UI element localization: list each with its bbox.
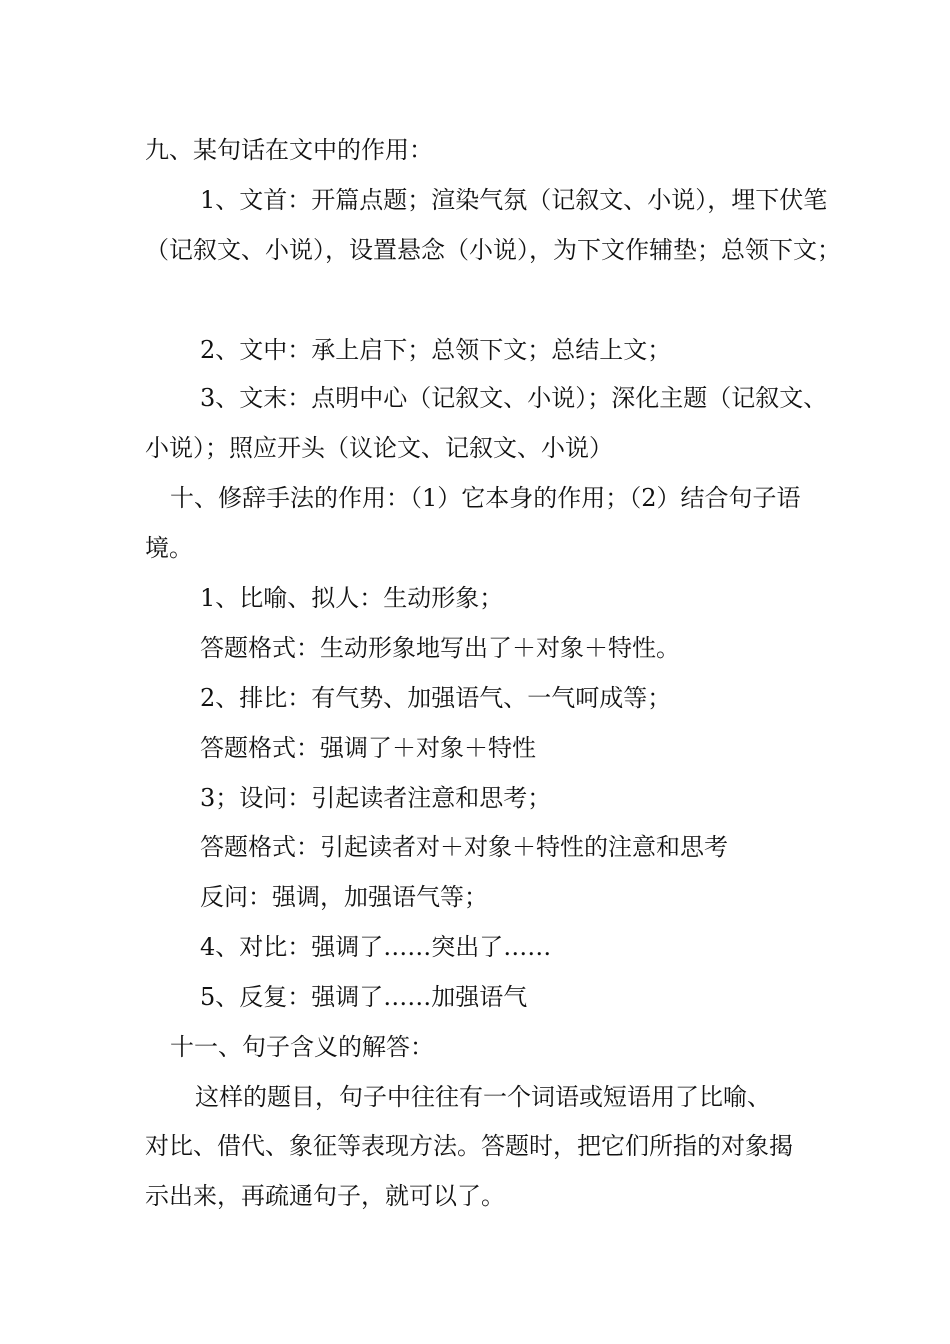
paragraph-line: 反问：强调，加强语气等； (200, 883, 488, 911)
paragraph-line: 4、对比：强调了……突出了…… (200, 933, 552, 961)
paragraph-line: 3、文末：点明中心（记叙文、小说）；深化主题（记叙文、 (200, 384, 828, 412)
section-heading-11: 十一、句子含义的解答： (170, 1033, 434, 1061)
paragraph-line: 5、反复：强调了……加强语气 (200, 983, 528, 1011)
paragraph-line: 答题格式：强调了＋对象＋特性 (200, 734, 536, 762)
paragraph-line: 2、文中：承上启下；总领下文；总结上文； (200, 336, 672, 364)
paragraph-line: 3；设问：引起读者注意和思考； (200, 784, 552, 812)
paragraph-line: 1、文首：开篇点题；渲染气氛（记叙文、小说），埋下伏笔 (200, 186, 828, 214)
section-heading-9: 九、某句话在文中的作用： (145, 136, 433, 164)
paragraph-line: 答题格式：引起读者对＋对象＋特性的注意和思考 (200, 833, 728, 861)
paragraph-line: 2、排比：有气势、加强语气、一气呵成等； (200, 684, 672, 712)
section-heading-10: 十、修辞手法的作用：（1）它本身的作用；（2）结合句子语 (170, 484, 801, 512)
paragraph-line: 对比、借代、象征等表现方法。答题时，把它们所指的对象揭 (145, 1132, 793, 1160)
paragraph-line: 境。 (145, 534, 193, 562)
paragraph-line: （记叙文、小说），设置悬念（小说），为下文作辅垫；总领下文； (145, 236, 841, 264)
paragraph-line: 答题格式：生动形象地写出了＋对象＋特性。 (200, 634, 680, 662)
paragraph-line: 小说）；照应开头（议论文、记叙文、小说） (145, 434, 613, 462)
paragraph-line: 这样的题目，句子中往往有一个词语或短语用了比喻、 (195, 1083, 771, 1111)
paragraph-line: 示出来，再疏通句子，就可以了。 (145, 1182, 505, 1210)
paragraph-line: 1、比喻、拟人：生动形象； (200, 584, 504, 612)
